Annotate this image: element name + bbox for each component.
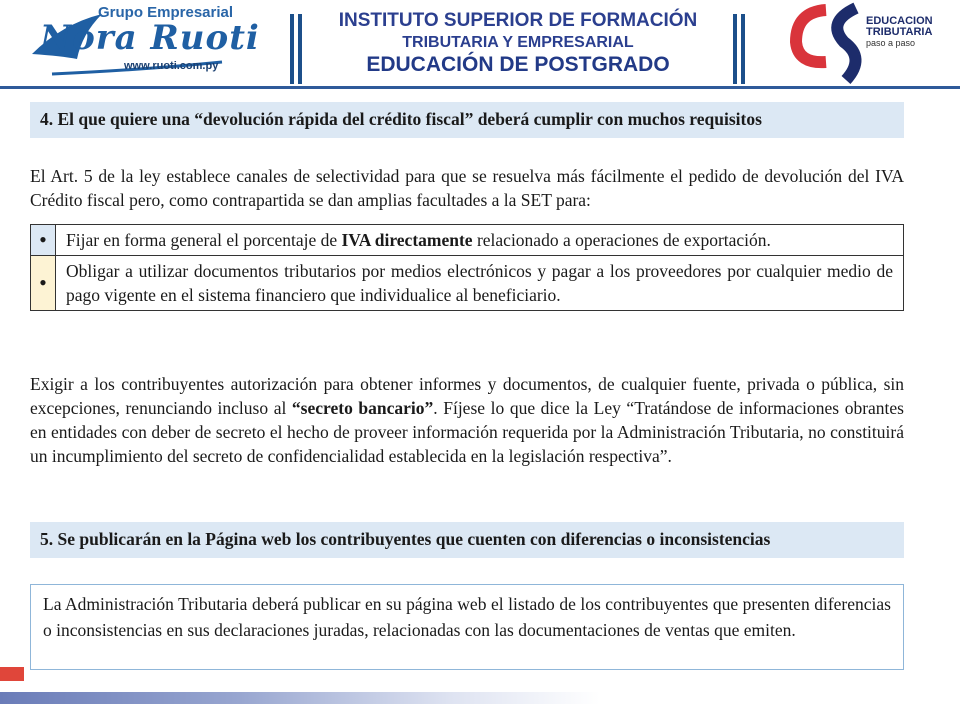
institute-line1: INSTITUTO SUPERIOR DE FORMACIÓN <box>338 10 698 31</box>
bullet-marker: • <box>31 256 56 311</box>
brand-name: Nora Ruoti <box>40 18 260 58</box>
bullet-text: Obligar a utilizar documentos tributarios por medios electrónicos y pagar a los proveedores por cualquier medio de pago vigente en el sistema financiero que individualice al beneficiario. <box>56 256 904 311</box>
website: www.ruoti.com.py <box>124 60 219 72</box>
header-rule <box>0 86 960 89</box>
section-4-paragraph-2: Exigir a los contribuyentes autorización para obtener informes y documentos, de cualquier fuente, privada o pública, sin excepciones, renunciando incluso al “secreto bancario”. Fíjese lo que dice la Ley “Tratándose de informaciones obrantes en entidades con deber de secreto el hecho de proveer información requerida por la Administración Tributaria, no constituirá un incumplimiento del secreto de confidencialidad establecida en la legislación respectiva”. <box>30 374 904 466</box>
divider <box>741 14 745 84</box>
red-accent <box>0 667 24 681</box>
institute-line3: EDUCACIÓN DE POSTGRADO <box>366 53 670 76</box>
table-row <box>31 256 904 311</box>
right-logo-text <box>866 16 933 49</box>
bullet-marker: • <box>31 225 56 256</box>
divider <box>298 14 302 84</box>
section-5-title: 5. Se publicarán en la Página web los contribuyentes que cuenten con diferencias o inconsistencias <box>30 522 904 558</box>
right-logo-tagline: paso a paso <box>866 38 916 48</box>
section-5-box: La Administración Tributaria deberá publicar en su página web el listado de los contribuyentes que presenten diferencias o inconsistencias en sus declaraciones juradas, relacionadas con las documentaciones de ventas que emiten. <box>30 584 904 670</box>
table-row <box>31 225 904 256</box>
divider <box>290 14 294 84</box>
institute-title <box>308 10 728 76</box>
institute-line2: TRIBUTARIA Y EMPRESARIAL <box>402 34 634 51</box>
divider <box>733 14 737 84</box>
page-header <box>0 0 960 88</box>
right-logo-line1: EDUCACION <box>866 15 933 27</box>
right-logo-line2: TRIBUTARIA <box>866 26 933 38</box>
section-4-title: 4. El que quiere una “devolución rápida del crédito fiscal” deberá cumplir con muchos requisitos <box>30 102 904 138</box>
group-name: Grupo Empresarial <box>98 4 234 21</box>
footer-gradient-bar <box>0 692 600 704</box>
bullet-text: Fijar en forma general el porcentaje de IVA directamente relacionado a operaciones de exportación. <box>56 225 904 256</box>
requirements-table <box>30 224 904 311</box>
section-4-intro: El Art. 5 de la ley establece canales de selectividad para que se resuelva más fácilmente el pedido de devolución del IVA Crédito fiscal pero, como contrapartida se dan amplias facultades a la SET para: <box>30 166 904 210</box>
